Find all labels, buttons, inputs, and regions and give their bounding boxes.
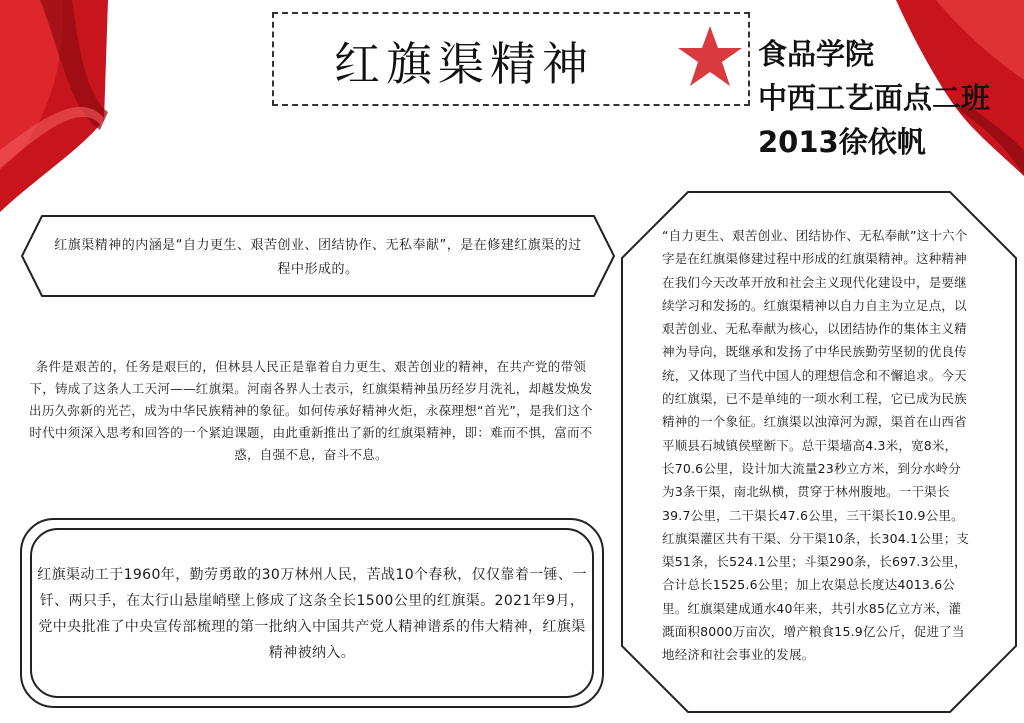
info-class: 中西工艺面点二班 <box>758 81 991 115</box>
info-author: 2013徐依帆 <box>758 125 926 159</box>
details-text: “自力更生、艰苦创业、团结协作、无私奉献”这十六个字是在红旗渠修建过程中形成的红旗渠精神。这种精神在我们今天改革开放和社会主义现代化建设中，是要继续学习和发扬的。红旗渠精神以自力自主为立足点，以艰苦创业、无私奉献为核心，以团结协作的集体主义精神为导向，既继承和发扬了中华民族勤劳坚韧的优良传统，又体现了当代中国人的理想信念和不懈追求。今天的红旗渠，已不是单纯的一项水利工程，它已成为民族精神的一个象征。红旗渠以浊漳河为源，渠首在山西省平顺县石城镇侯壁断下。总干渠墙高4.3米，宽8米，长70.6公里，设计加大流量23秒立方米，到分水岭分为3条干渠，南北纵横，贯穿于林州腹地。一干渠长39.7公里，二干渠长47.6公里，三干渠长10.9公里。红旗渠灌区共有干渠、分干渠10条，长304.1公里；支渠51条，长524.1公里；斗渠290条，长697.3公里，合计总长1525.6公里；加上农渠总长度达4013.6公里。红旗渠建成通水40年来，共引水85亿立方米，灌溉面积8000万亩次，增产粮食15.9亿公斤，促进了当地经济和社会事业的发展。 <box>662 228 970 663</box>
page-title: 红旗渠精神 <box>334 37 594 91</box>
meaning-hexagon-box <box>18 210 618 302</box>
star-icon <box>676 22 744 90</box>
history-text: 红旗渠动工于1960年，勤劳勇敢的30万林州人民，苦战10个春秋，仅仅靠着一锤、一钎、两只手，在太行山悬崖峭壁上修成了这条全长1500公里的红旗渠。2021年9月，党中央批准了中央宣传部梳理的第一批纳入中国共产党人精神谱系的伟大精神，红旗渠精神被纳入。 <box>37 567 587 661</box>
history-box <box>20 518 604 708</box>
title-banner <box>272 12 750 106</box>
meaning-text: 红旗渠精神的内涵是“自力更生、艰苦创业、团结协作、无私奉献”，是在修建红旗渠的过程中形成的。 <box>54 238 582 277</box>
ribbon-decoration-left <box>0 0 112 215</box>
author-info <box>758 32 1024 164</box>
info-college: 食品学院 <box>758 37 875 71</box>
struggle-paragraph: 条件是艰苦的，任务是艰巨的，但林县人民正是靠着自力更生、艰苦创业的精神，在共产党的带领下，铸成了这条人工天河——红旗渠。河南各界人士表示，红旗渠精神虽历经岁月洗礼，却越发焕发出历久弥新的光芒，成为中华民族精神的象征。如何传承好精神火炬，永葆理想“首光”，是我们这个时代中须深入思考和回答的一个紧迫课题，由此重新推出了新的红旗渠精神，即：难而不惧，富而不惑，自强不息，奋斗不息。 <box>29 359 593 462</box>
